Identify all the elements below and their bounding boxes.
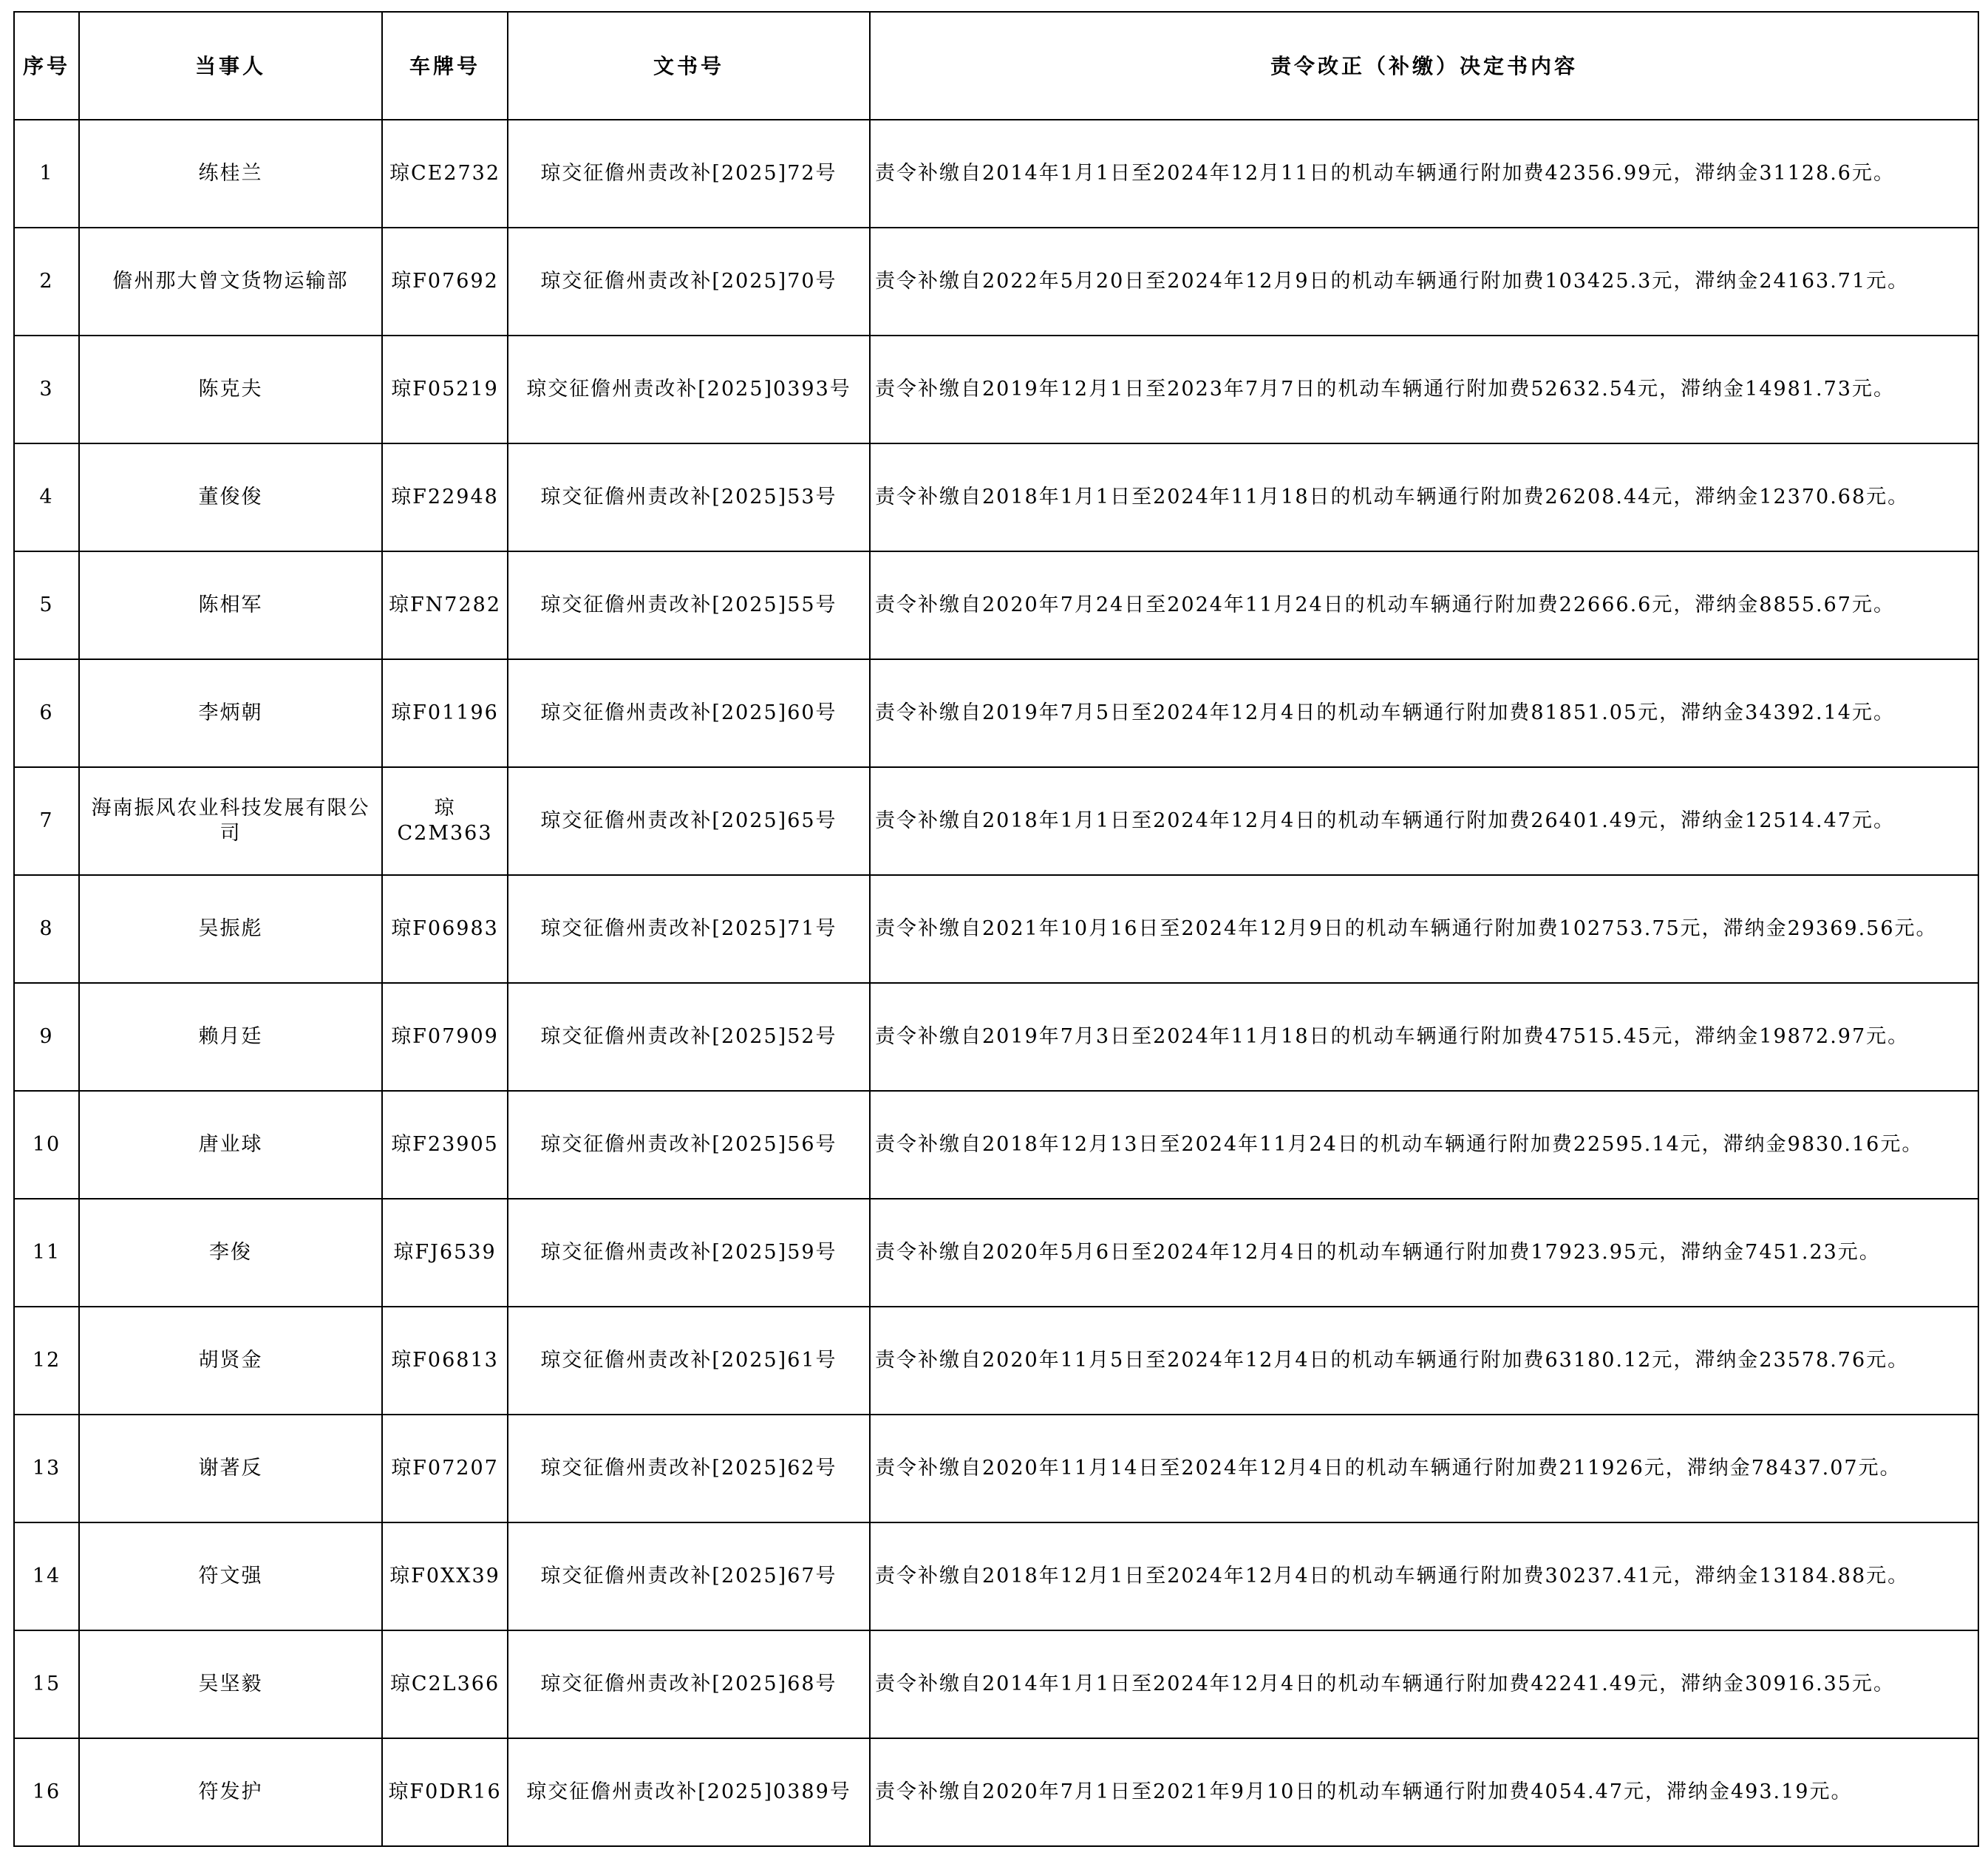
header-index: 序号: [14, 12, 79, 120]
row-party-cell: 李俊: [79, 1199, 382, 1307]
row-index-cell: 3: [14, 336, 79, 443]
row-plate-cell: 琼FJ6539: [382, 1199, 508, 1307]
row-content-cell: 责令补缴自2019年12月1日至2023年7月7日的机动车辆通行附加费52632.54元，滞纳金14981.73元。: [870, 336, 1978, 443]
table-row: [14, 1091, 1978, 1199]
header-plate: 车牌号: [382, 12, 508, 120]
row-content-cell: 责令补缴自2020年11月5日至2024年12月4日的机动车辆通行附加费63180.12元，滞纳金23578.76元。: [870, 1307, 1978, 1415]
row-party-cell: 谢著反: [79, 1415, 382, 1522]
table-body: [14, 120, 1978, 1846]
row-party-cell: 李炳朝: [79, 659, 382, 767]
row-content-cell: 责令补缴自2021年10月16日至2024年12月9日的机动车辆通行附加费102753.75元，滞纳金29369.56元。: [870, 875, 1978, 983]
row-index-cell: 15: [14, 1630, 79, 1738]
table-row: [14, 659, 1978, 767]
row-doc-no-cell: 琼交征儋州责改补[2025]72号: [508, 120, 870, 228]
row-content-cell: 责令补缴自2018年12月13日至2024年11月24日的机动车辆通行附加费22595.14元，滞纳金9830.16元。: [870, 1091, 1978, 1199]
row-index-cell: 10: [14, 1091, 79, 1199]
row-index-cell: 11: [14, 1199, 79, 1307]
table-row: [14, 875, 1978, 983]
row-plate-cell: 琼F23905: [382, 1091, 508, 1199]
row-doc-no-cell: 琼交征儋州责改补[2025]68号: [508, 1630, 870, 1738]
row-index-cell: 7: [14, 767, 79, 875]
table-row: [14, 1199, 1978, 1307]
row-plate-cell: 琼F0XX39: [382, 1522, 508, 1630]
row-index-cell: 12: [14, 1307, 79, 1415]
row-party-cell: 符文强: [79, 1522, 382, 1630]
table-row: [14, 228, 1978, 336]
row-party-cell: 练桂兰: [79, 120, 382, 228]
header-row: [14, 12, 1978, 120]
table-row: [14, 443, 1978, 551]
row-plate-cell: 琼F22948: [382, 443, 508, 551]
row-plate-cell: 琼FN7282: [382, 551, 508, 659]
row-plate-cell: 琼F07909: [382, 983, 508, 1091]
table-row: [14, 551, 1978, 659]
row-content-cell: 责令补缴自2018年1月1日至2024年12月4日的机动车辆通行附加费26401.49元，滞纳金12514.47元。: [870, 767, 1978, 875]
row-doc-no-cell: 琼交征儋州责改补[2025]56号: [508, 1091, 870, 1199]
header-party: 当事人: [79, 12, 382, 120]
row-index-cell: 1: [14, 120, 79, 228]
table-header: [14, 12, 1978, 120]
table-row: [14, 1738, 1978, 1846]
row-content-cell: 责令补缴自2020年5月6日至2024年12月4日的机动车辆通行附加费17923.95元，滞纳金7451.23元。: [870, 1199, 1978, 1307]
table-row: [14, 1630, 1978, 1738]
row-doc-no-cell: 琼交征儋州责改补[2025]0389号: [508, 1738, 870, 1846]
row-party-cell: 赖月廷: [79, 983, 382, 1091]
row-party-cell: 吴坚毅: [79, 1630, 382, 1738]
row-content-cell: 责令补缴自2020年11月14日至2024年12月4日的机动车辆通行附加费211926元，滞纳金78437.07元。: [870, 1415, 1978, 1522]
row-index-cell: 13: [14, 1415, 79, 1522]
row-content-cell: 责令补缴自2018年1月1日至2024年11月18日的机动车辆通行附加费26208.44元，滞纳金12370.68元。: [870, 443, 1978, 551]
row-index-cell: 6: [14, 659, 79, 767]
row-party-cell: 董俊俊: [79, 443, 382, 551]
row-index-cell: 2: [14, 228, 79, 336]
row-content-cell: 责令补缴自2020年7月1日至2021年9月10日的机动车辆通行附加费4054.47元，滞纳金493.19元。: [870, 1738, 1978, 1846]
row-index-cell: 9: [14, 983, 79, 1091]
row-index-cell: 14: [14, 1522, 79, 1630]
row-content-cell: 责令补缴自2019年7月3日至2024年11月18日的机动车辆通行附加费47515.45元，滞纳金19872.97元。: [870, 983, 1978, 1091]
row-index-cell: 5: [14, 551, 79, 659]
row-plate-cell: 琼C2L366: [382, 1630, 508, 1738]
row-plate-cell: 琼F05219: [382, 336, 508, 443]
row-index-cell: 8: [14, 875, 79, 983]
row-plate-cell: 琼F01196: [382, 659, 508, 767]
row-doc-no-cell: 琼交征儋州责改补[2025]61号: [508, 1307, 870, 1415]
table-row: [14, 120, 1978, 228]
row-content-cell: 责令补缴自2019年7月5日至2024年12月4日的机动车辆通行附加费81851.05元，滞纳金34392.14元。: [870, 659, 1978, 767]
row-content-cell: 责令补缴自2020年7月24日至2024年11月24日的机动车辆通行附加费22666.6元，滞纳金8855.67元。: [870, 551, 1978, 659]
penalty-table: [13, 11, 1979, 1847]
row-plate-cell: 琼F06983: [382, 875, 508, 983]
row-doc-no-cell: 琼交征儋州责改补[2025]60号: [508, 659, 870, 767]
header-content: 责令改正（补缴）决定书内容: [870, 12, 1978, 120]
row-plate-cell: 琼F06813: [382, 1307, 508, 1415]
row-party-cell: 海南振风农业科技发展有限公司: [79, 767, 382, 875]
row-party-cell: 吴振彪: [79, 875, 382, 983]
row-plate-cell: 琼F07207: [382, 1415, 508, 1522]
table-row: [14, 1415, 1978, 1522]
row-party-cell: 唐业球: [79, 1091, 382, 1199]
row-party-cell: 陈相军: [79, 551, 382, 659]
row-party-cell: 胡贤金: [79, 1307, 382, 1415]
table-row: [14, 983, 1978, 1091]
table-row: [14, 336, 1978, 443]
row-plate-cell: 琼F07692: [382, 228, 508, 336]
table-row: [14, 767, 1978, 875]
row-doc-no-cell: 琼交征儋州责改补[2025]65号: [508, 767, 870, 875]
table-row: [14, 1307, 1978, 1415]
row-index-cell: 4: [14, 443, 79, 551]
row-content-cell: 责令补缴自2018年12月1日至2024年12月4日的机动车辆通行附加费30237.41元，滞纳金13184.88元。: [870, 1522, 1978, 1630]
row-content-cell: 责令补缴自2014年1月1日至2024年12月4日的机动车辆通行附加费42241.49元，滞纳金30916.35元。: [870, 1630, 1978, 1738]
row-plate-cell: 琼C2M363: [382, 767, 508, 875]
document-sheet: [13, 11, 1978, 1847]
row-doc-no-cell: 琼交征儋州责改补[2025]52号: [508, 983, 870, 1091]
row-doc-no-cell: 琼交征儋州责改补[2025]53号: [508, 443, 870, 551]
row-doc-no-cell: 琼交征儋州责改补[2025]59号: [508, 1199, 870, 1307]
row-index-cell: 16: [14, 1738, 79, 1846]
row-doc-no-cell: 琼交征儋州责改补[2025]62号: [508, 1415, 870, 1522]
row-plate-cell: 琼F0DR16: [382, 1738, 508, 1846]
table-row: [14, 1522, 1978, 1630]
header-doc-no: 文书号: [508, 12, 870, 120]
row-doc-no-cell: 琼交征儋州责改补[2025]71号: [508, 875, 870, 983]
row-doc-no-cell: 琼交征儋州责改补[2025]0393号: [508, 336, 870, 443]
row-party-cell: 儋州那大曾文货物运输部: [79, 228, 382, 336]
row-party-cell: 符发护: [79, 1738, 382, 1846]
row-content-cell: 责令补缴自2014年1月1日至2024年12月11日的机动车辆通行附加费42356.99元，滞纳金31128.6元。: [870, 120, 1978, 228]
row-doc-no-cell: 琼交征儋州责改补[2025]67号: [508, 1522, 870, 1630]
row-party-cell: 陈克夫: [79, 336, 382, 443]
row-doc-no-cell: 琼交征儋州责改补[2025]55号: [508, 551, 870, 659]
row-content-cell: 责令补缴自2022年5月20日至2024年12月9日的机动车辆通行附加费103425.3元，滞纳金24163.71元。: [870, 228, 1978, 336]
row-doc-no-cell: 琼交征儋州责改补[2025]70号: [508, 228, 870, 336]
row-plate-cell: 琼CE2732: [382, 120, 508, 228]
